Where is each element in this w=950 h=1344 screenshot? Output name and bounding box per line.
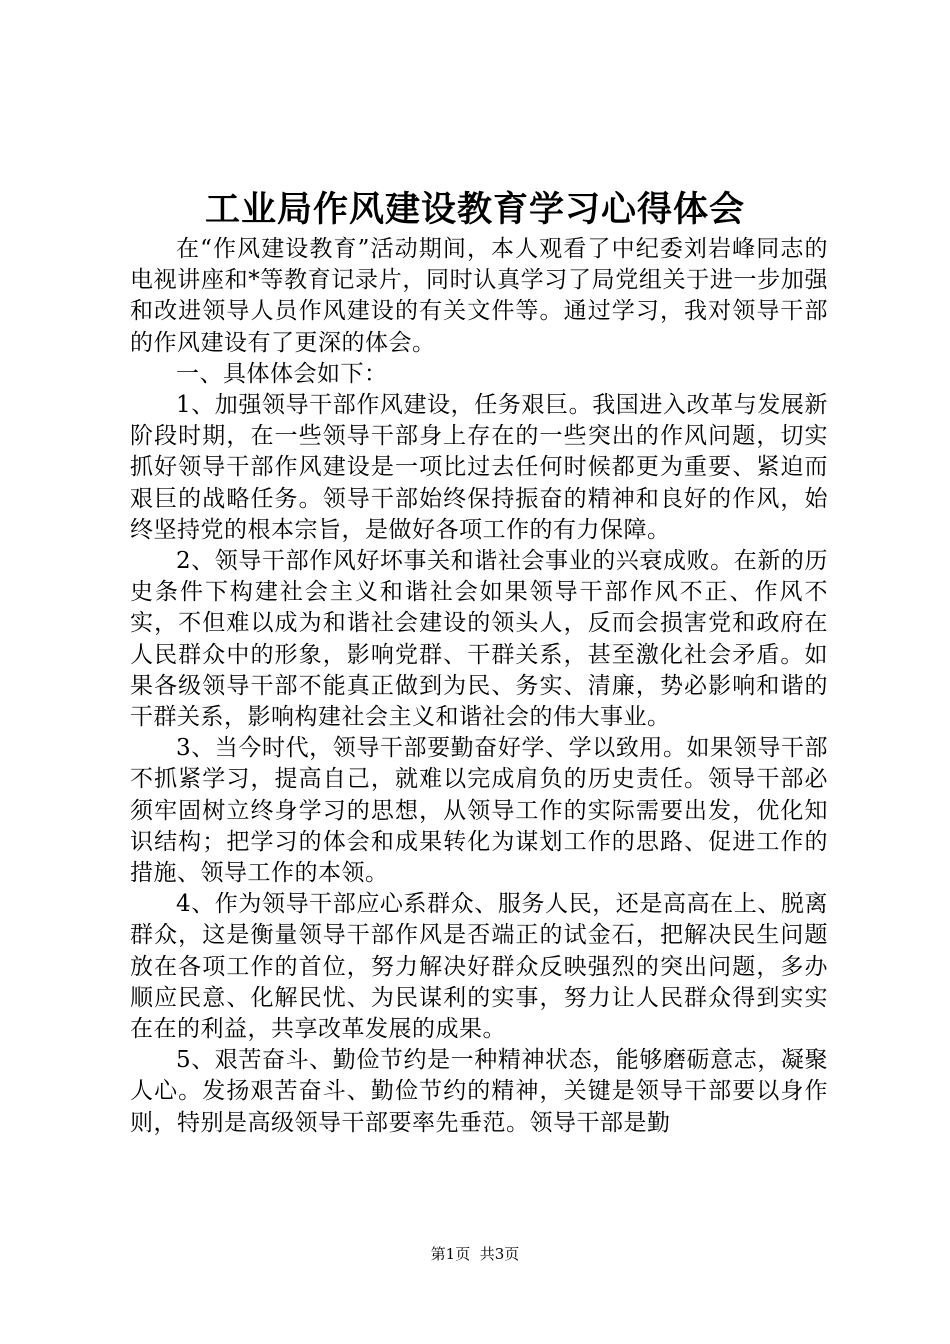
paragraph-point-3: 3、当今时代，领导干部要勤奋好学、学以致用。如果领导干部不抓紧学习，提高自己，就难以完成肩负的历史责任。领导干部必须牢固树立终身学习的思想，从领导工作的实际需要出发，优化知识结构；把学习的体会和成果转化为谋划工作的思路、促进工作的措施、领导工作的本领。 xyxy=(130,735,828,887)
paragraph-point-1: 1、加强领导干部作风建设，任务艰巨。我国进入改革与发展新阶段时期，在一些领导干部身上存在的一些突出的作风问题，切实抓好领导干部作风建设是一项比过去任何时候都更为重要、紧迫而艰巨的战略任务。领导干部始终保持振奋的精神和良好的作风，始终坚持党的根本宗旨，是做好各项工作的有力保障。 xyxy=(130,392,828,543)
page-number-total: 共3页 xyxy=(479,1245,520,1263)
paragraph-point-5: 5、艰苦奋斗、勤俭节约是一种精神状态，能够磨砺意志，凝聚人心。发扬艰苦奋斗、勤俭节约的精神，关键是领导干部要以身作则，特别是高级领导干部要率先垂范。领导干部是勤 xyxy=(130,1047,828,1136)
page-footer xyxy=(0,1244,950,1264)
page-number-current: 第1页 xyxy=(430,1245,471,1263)
document-body xyxy=(130,234,828,1139)
paragraph-intro: 在“作风建设教育”活动期间，本人观看了中纪委刘岩峰同志的电视讲座和*等教育记录片，同时认真学习了局党组关于进一步加强和改进领导人员作风建设的有关文件等。通过学习，我对领导干部的作风建设有了更深的体会。 xyxy=(130,236,828,356)
document-title: 工业局作风建设教育学习心得体会 xyxy=(204,189,745,230)
paragraph-point-2: 2、领导干部作风好坏事关和谐社会事业的兴衰成败。在新的历史条件下构建社会主义和谐社会如果领导干部作风不正、作风不实，不但难以成为和谐社会建设的领头人，反而会损害党和政府在人民群众中的形象，影响党群、干群关系，甚至激化社会矛盾。如果各级领导干部不能真正做到为民、务实、清廉，势必影响和谐的干群关系，影响构建社会主义和谐社会的伟大事业。 xyxy=(130,548,828,731)
paragraph-section-heading: 一、具体体会如下： xyxy=(176,360,388,387)
paragraph-point-4: 4、作为领导干部应心系群众、服务人民，还是高高在上、脱离群众，这是衡量领导干部作风是否端正的试金石，把解决民生问题放在各项工作的首位，努力解决好群众反映强烈的突出问题，多办顺应民意、化解民忧、为民谋利的实事，努力让人民群众得到实实在在的利益，共享改革发展的成果。 xyxy=(130,891,828,1043)
